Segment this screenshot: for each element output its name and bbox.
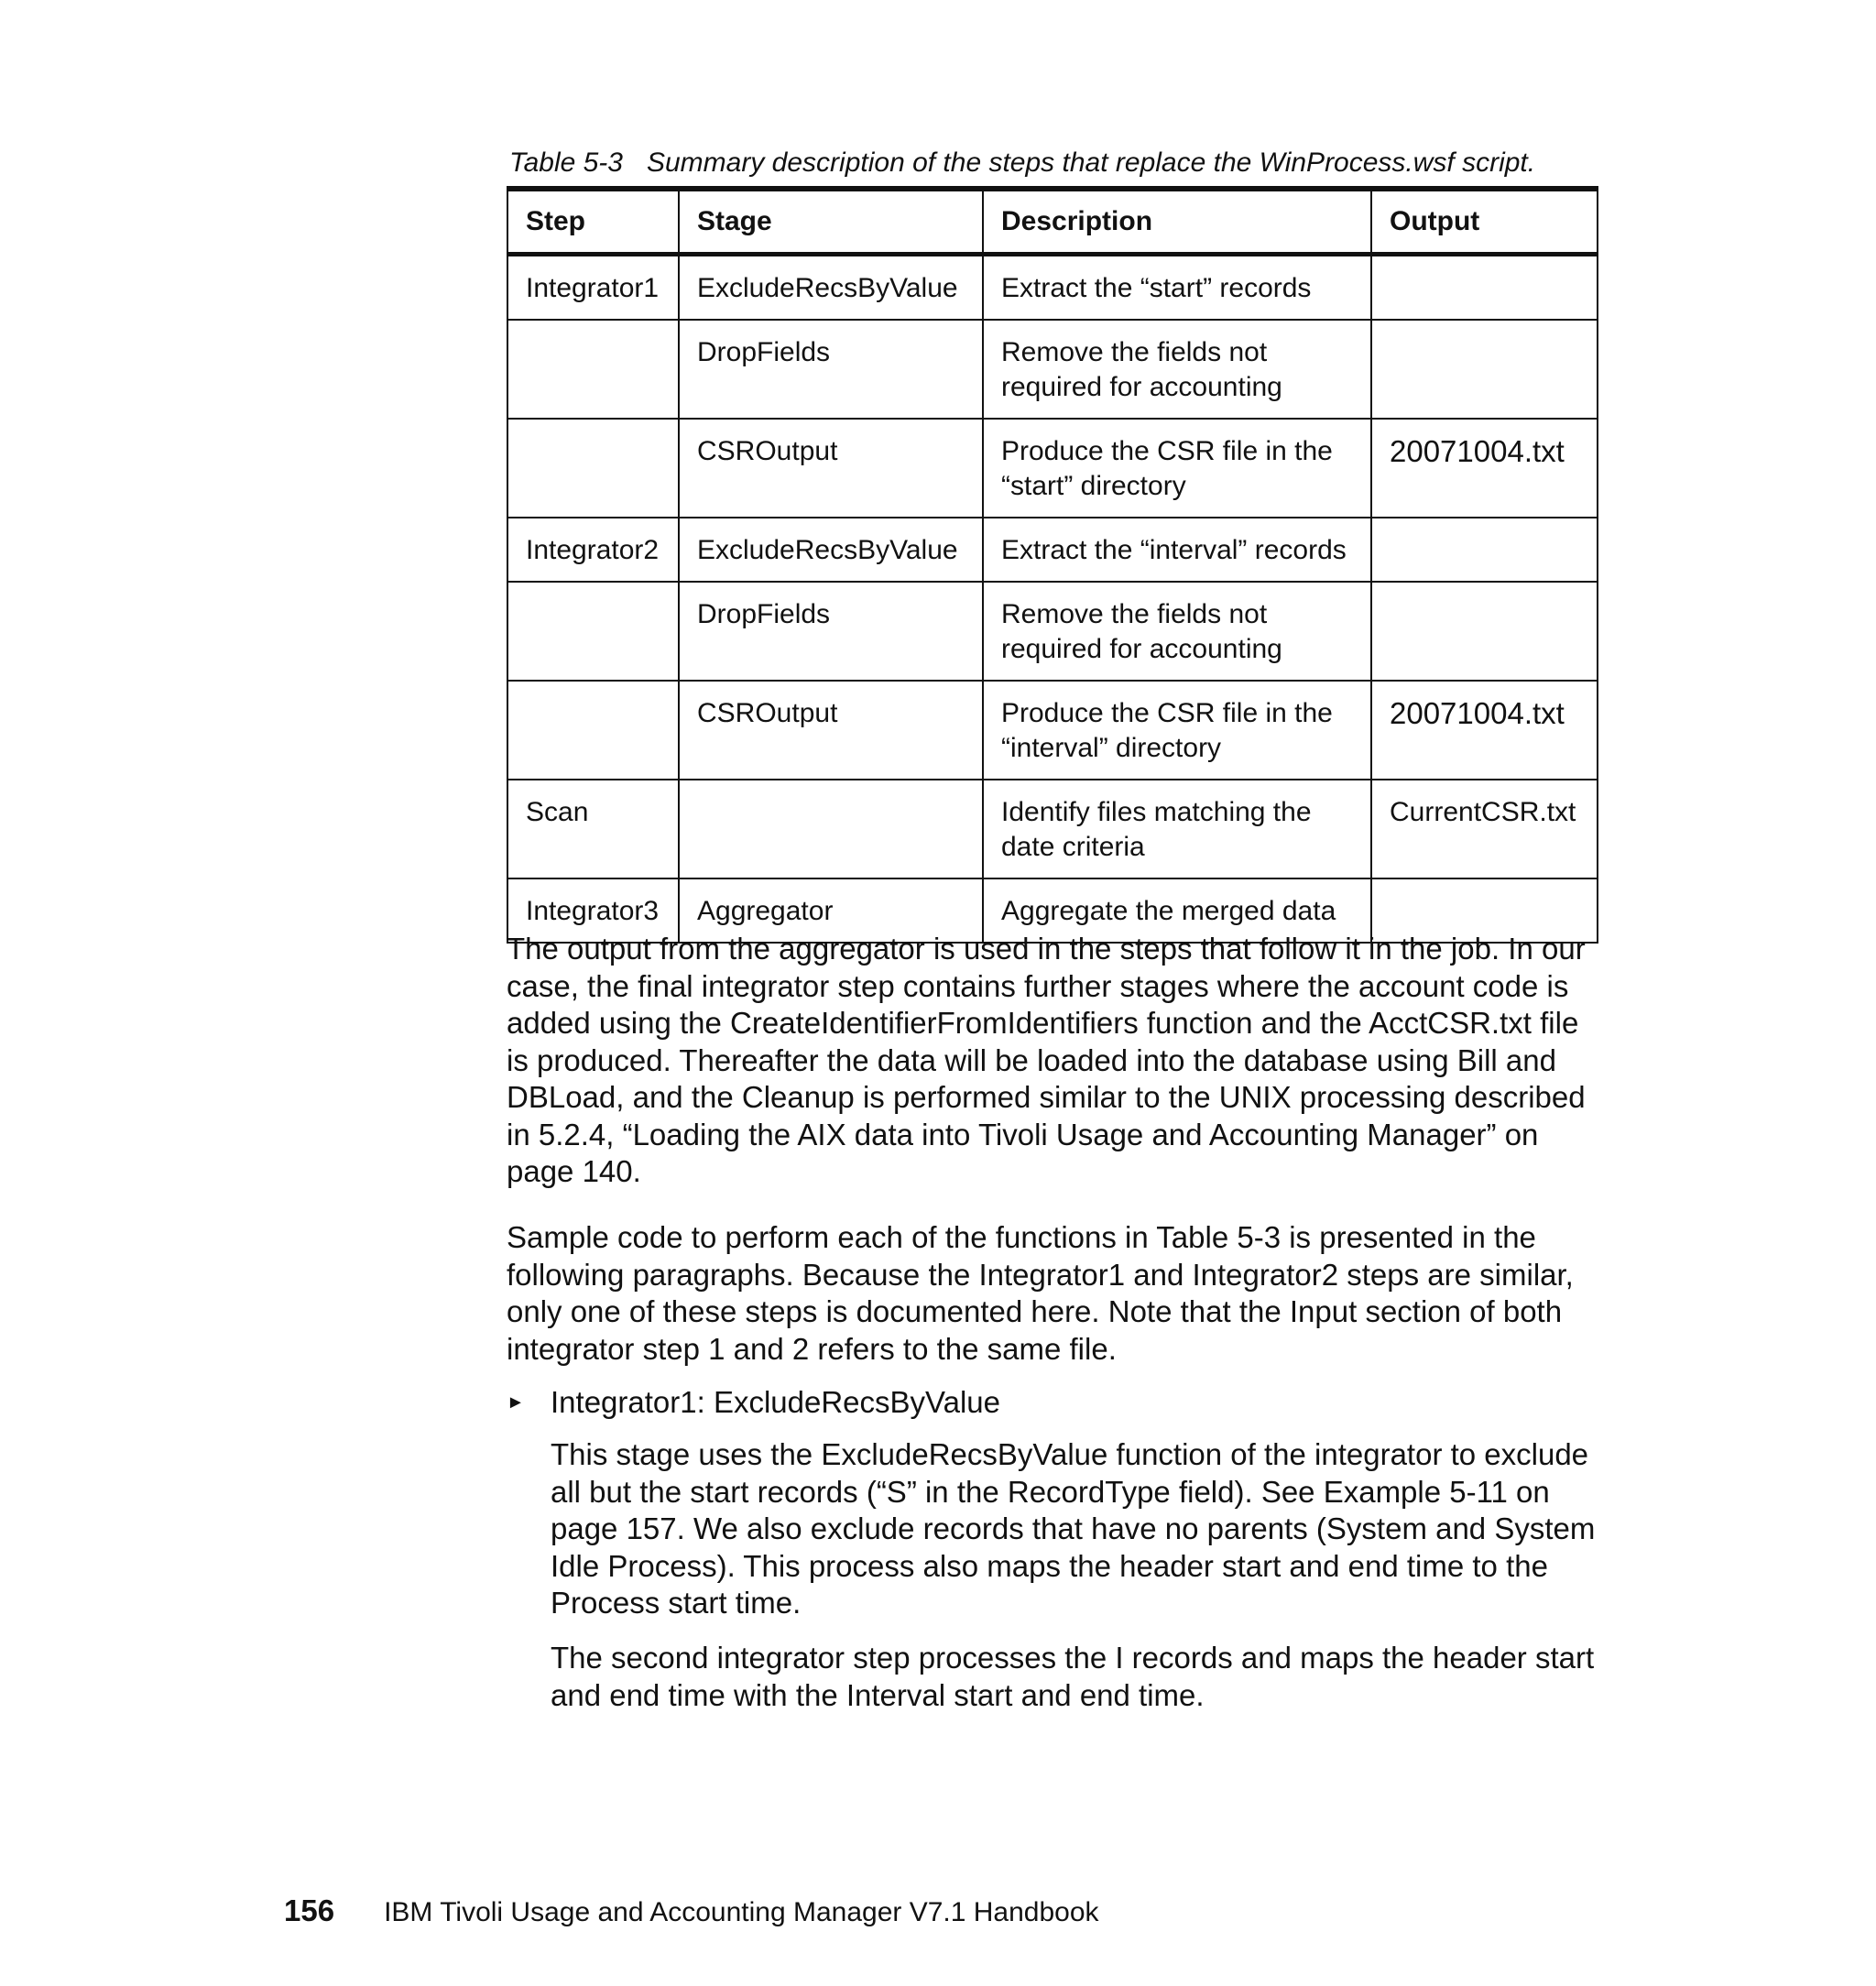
page-footer [284,1893,1099,1931]
book-title: IBM Tivoli Usage and Accounting Manager V7.1 Handbook [384,1897,1099,1927]
cell-step [507,582,679,681]
cell-description: Identify files matching the date criteria [983,780,1371,878]
cell-output [1371,518,1598,582]
cell-stage: CSROutput [679,681,983,780]
cell-description: Extract the “interval” records [983,518,1371,582]
cell-output [1371,320,1598,419]
table-header-row [507,189,1598,255]
steps-table [507,186,1598,944]
header-output: Output [1371,189,1598,255]
cell-stage: DropFields [679,582,983,681]
table-row [507,255,1598,321]
page-number: 156 [284,1893,335,1927]
cell-stage: CSROutput [679,419,983,518]
cell-description: Produce the CSR file in the “start” directory [983,419,1371,518]
header-description: Description [983,189,1371,255]
cell-step [507,419,679,518]
cell-description: Remove the fields not required for accounting [983,582,1371,681]
table-row [507,419,1598,518]
table-row [507,681,1598,780]
bullet-paragraph-stage: This stage uses the ExcludeRecsByValue function of the integrator to exclude all but the start records (“S” in the RecordType field). See Example 5-11 on page 157. We also exclude records that have no parents (System and System Idle Process). This process also maps the header start and end time to the Process start time. [551,1437,1596,1620]
cell-output: CurrentCSR.txt [1371,780,1598,878]
cell-output: 20071004.txt [1371,681,1598,780]
cell-stage [679,780,983,878]
cell-description: Produce the CSR file in the “interval” directory [983,681,1371,780]
bullet-title: Integrator1: ExcludeRecsByValue [551,1385,1000,1419]
table-row [507,518,1598,582]
bullet-arrow-icon: ► [507,1392,525,1413]
cell-stage: Aggregator [679,878,983,943]
cell-step [507,320,679,419]
header-step: Step [507,189,679,255]
cell-step: Integrator2 [507,518,679,582]
table-row [507,320,1598,419]
table-caption-text: Summary description of the steps that replace the WinProcess.wsf script. [646,147,1536,178]
cell-step: Integrator1 [507,255,679,321]
cell-description: Aggregate the merged data [983,878,1371,943]
table-row [507,582,1598,681]
cell-description: Remove the fields not required for accounting [983,320,1371,419]
table-caption [509,145,1599,181]
cell-step [507,681,679,780]
cell-output [1371,255,1598,321]
body-paragraph-sample-code: Sample code to perform each of the functions in Table 5-3 is presented in the following paragraphs. Because the Integrator1 and Integrator2 steps are similar, only one of these steps is documented here. Note that the Input section of both integrator step 1 and 2 refers to the same file. [507,1220,1574,1366]
cell-output [1371,582,1598,681]
cell-stage: ExcludeRecsByValue [679,255,983,321]
table-row [507,780,1598,878]
table-caption-number: Table 5-3 [509,147,623,178]
cell-step: Scan [507,780,679,878]
bullet-paragraph-second-step: The second integrator step processes the I records and maps the header start and end time with the Interval start and end time. [551,1641,1595,1712]
header-stage: Stage [679,189,983,255]
cell-stage: ExcludeRecsByValue [679,518,983,582]
cell-stage: DropFields [679,320,983,419]
cell-description: Extract the “start” records [983,255,1371,321]
cell-output: 20071004.txt [1371,419,1598,518]
cell-step: Integrator3 [507,878,679,943]
body-paragraph-aggregator-output: The output from the aggregator is used in the steps that follow it in the job. In our case, the final integrator step contains further stages where the account code is added using the CreateIdentifierFromIdentifiers function and the AcctCSR.txt file is produced. Thereafter the data will be loaded into the database using Bill and DBLoad, and the Cleanup is performed similar to the UNIX processing described in 5.2.4, “Loading the AIX data into Tivoli Usage and Accounting Manager” on page 140. [507,932,1586,1188]
